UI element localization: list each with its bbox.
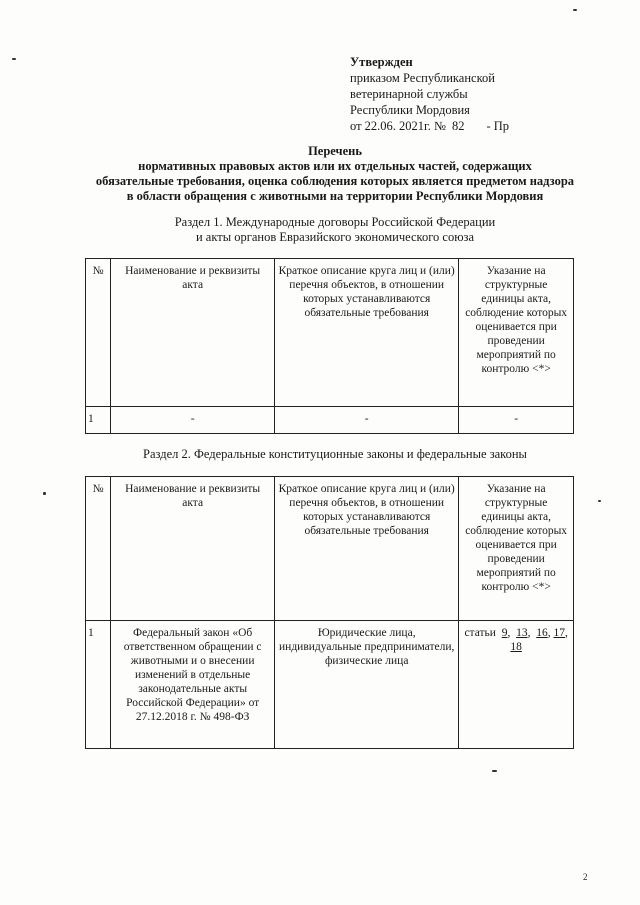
scan-speck [12,58,16,60]
row-name: - [111,407,275,434]
header-name: Наименование и реквизиты акта [111,259,275,407]
approval-line: приказом Республиканской [350,71,495,85]
title-line: обязательные требования, оценка соблюдения которых является предметом надзора [95,174,575,188]
document-title [80,144,590,204]
table-row [86,407,574,434]
header-name: Наименование и реквизиты акта [111,477,275,621]
scan-speck [492,770,497,772]
article-link[interactable]: 13 [516,627,528,639]
title-line: нормативных правовых актов или их отдельных частей, содержащих [138,159,532,173]
table-row [86,621,574,749]
row-no: 1 [86,621,111,749]
approval-line: Республики Мордовия [350,103,470,117]
scan-speck [43,492,46,495]
row-no: 1 [86,407,111,434]
article-link[interactable]: 17 [553,627,565,639]
row-name: Федеральный закон «Об ответственном обращении с животными и о внесении изменений в отдельные законодательные акты Российской Федерации» от 27.12.2018 г. № 498-ФЗ [111,621,275,749]
section2-table [85,476,574,749]
approval-line: ветеринарной службы [350,87,468,101]
row-desc: - [275,407,459,434]
row-ref: статьи 9, 13, 16, 17, 18 [459,621,574,749]
approval-heading: Утвержден [350,55,413,69]
table-header-row [86,259,574,407]
header-desc: Краткое описание круга лиц и (или) перечня объектов, в отношении которых устанавливаются обязательные требования [275,477,459,621]
table-header-row [86,477,574,621]
section1-table [85,258,574,434]
section2-title: Раздел 2. Федеральные конституционные законы и федеральные законы [143,447,527,461]
approval-date: от 22.06. 2021г. № [350,119,446,133]
approval-date-line [350,118,509,134]
order-number: 82 [451,119,465,133]
scan-speck [573,9,577,11]
row-desc: Юридические лица, индивидуальные предприниматели, физические лица [275,621,459,749]
order-suffix: - Пр [486,119,510,133]
title-line: Перечень [308,144,362,158]
header-desc: Краткое описание круга лиц и (или) перечня объектов, в отношении которых устанавливаются обязательные требования [275,259,459,407]
row-ref: - [459,407,574,434]
page-number: 2 [583,872,588,882]
header-ref: Указание на структурные единицы акта, соблюдение которых оценивается при проведении мероприятий по контролю <*> [459,259,574,407]
section1-title [90,215,580,245]
articles-prefix: статьи [464,627,496,639]
section1-title-line: и акты органов Евразийского экономического союза [195,230,475,244]
header-no: № [86,477,111,621]
article-link[interactable]: 16 [536,627,548,639]
section1-title-line: Раздел 1. Международные договоры Российской Федерации [174,215,496,229]
title-line: в области обращения с животными на территории Республики Мордовия [126,189,544,203]
approval-block [350,54,509,134]
scan-speck [598,500,601,502]
article-link[interactable]: 18 [510,641,522,653]
article-link[interactable]: 9 [501,627,508,639]
header-ref: Указание на структурные единицы акта, соблюдение которых оценивается при проведении мероприятий по контролю <*> [459,477,574,621]
header-no: № [86,259,111,407]
